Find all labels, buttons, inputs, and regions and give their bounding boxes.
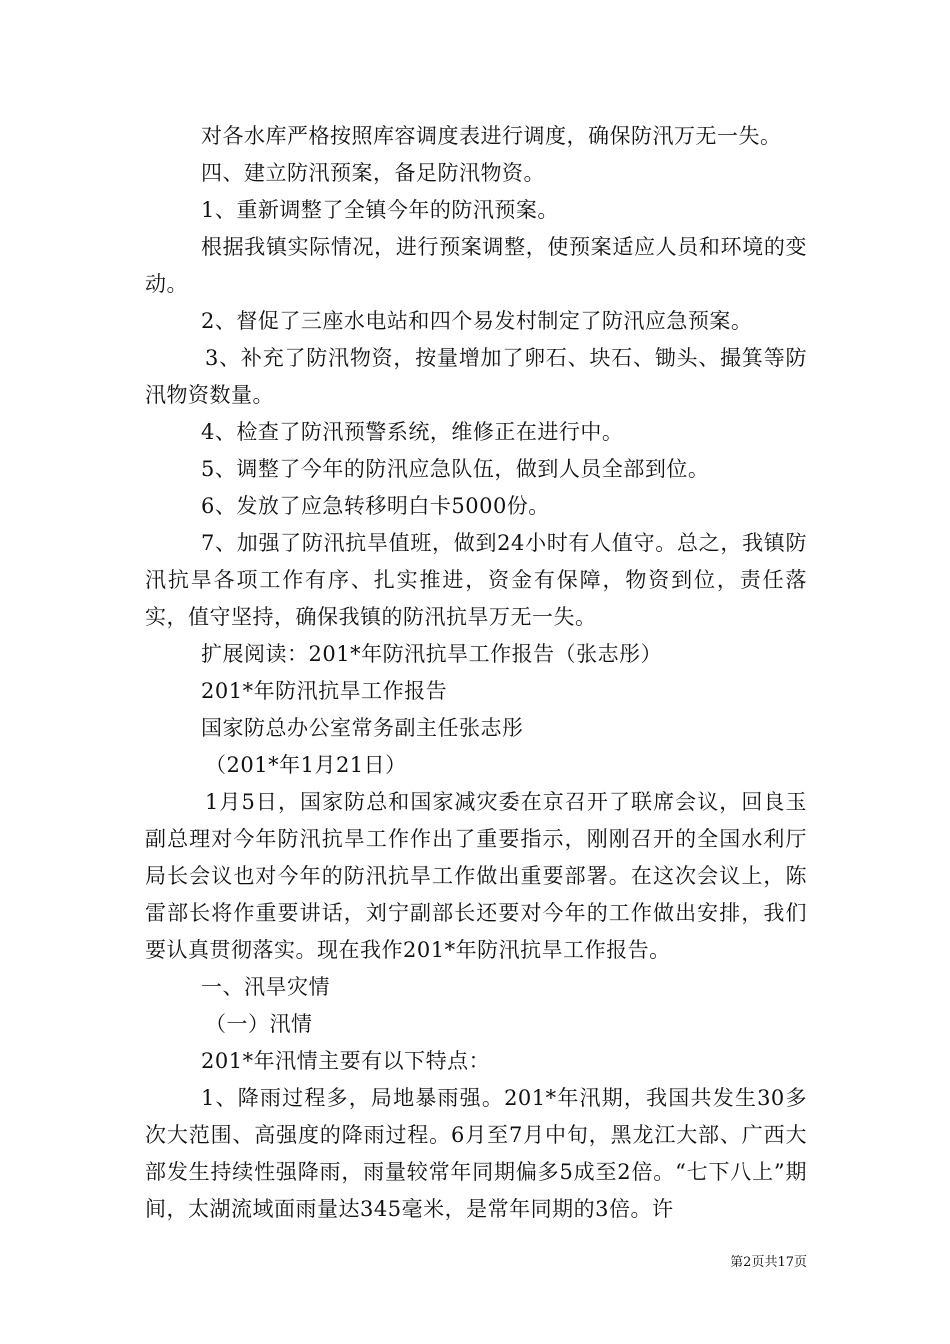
report-author: 国家防总办公室常务副主任张志彤 [201,716,524,740]
paragraph-rainfall: 1、降雨过程多，局地暴雨强。201*年汛期，我国共发生30多次大范围、高强度的降雨过程。6月至7月中旬，黑龙江大部、广西大部发生持续性强降雨，雨量较常年同期偏多5成至2倍。“七下八上”期间，太湖流域面雨量达345毫米，是常年同期的3倍。许 [145,1086,807,1221]
report-date: （201*年1月21日） [205,753,407,777]
report-title: 201*年防汛抗旱工作报告 [201,679,448,703]
paragraph-plan-adjustment: 根据我镇实际情况，进行预案调整，使预案适应人员和环境的变动。 [145,235,807,296]
paragraph-features-intro: 201*年汛情主要有以下特点： [201,1049,491,1073]
section-heading-4: 四、建立防汛预案，备足防汛物资。 [201,161,545,185]
list-item-4: 4、检查了防汛预警系统，维修正在进行中。 [201,420,624,444]
section-heading-1: 一、汛旱灾情 [201,975,330,999]
subsection-heading-flood: （一）汛情 [205,1012,313,1036]
list-item-6: 6、发放了应急转移明白卡5000份。 [201,494,550,518]
list-item-7: 7、加强了防汛抗旱值班，做到24小时有人值守。总之，我镇防汛抗旱各项工作有序、扎实推进，资金有保障，物资到位，责任落实，值守坚持，确保我镇的防汛抗旱万无一失。 [145,531,807,629]
list-item-5: 5、调整了今年的防汛应急队伍，做到人员全部到位。 [201,457,710,481]
page-number-footer: 第2页共17页 [730,1255,807,1270]
document-body [145,118,807,1228]
list-item-2: 2、督促了三座水电站和四个易发村制定了防汛应急预案。 [201,309,753,333]
paragraph-reservoir-dispatch: 对各水库严格按照库容调度表进行调度，确保防汛万无一失。 [201,124,782,148]
list-item-3: 3、补充了防汛物资，按量增加了卵石、块石、锄头、撮箕等防汛物资数量。 [145,346,807,407]
list-item-1: 1、重新调整了全镇今年的防汛预案。 [201,198,559,222]
extended-reading-title: 扩展阅读：201*年防汛抗旱工作报告（张志彤） [201,642,663,666]
paragraph-meeting: 1月5日，国家防总和国家减灾委在京召开了联席会议，回良玉副总理对今年防汛抗旱工作作出了重要指示，刚刚召开的全国水利厅局长会议也对今年的防汛抗旱工作做出重要部署。在这次会议上，陈雷部长将作重要讲话，刘宁副部长还要对今年的工作做出安排，我们要认真贯彻落实。现在我作201*年防汛抗旱工作报告。 [145,790,807,962]
